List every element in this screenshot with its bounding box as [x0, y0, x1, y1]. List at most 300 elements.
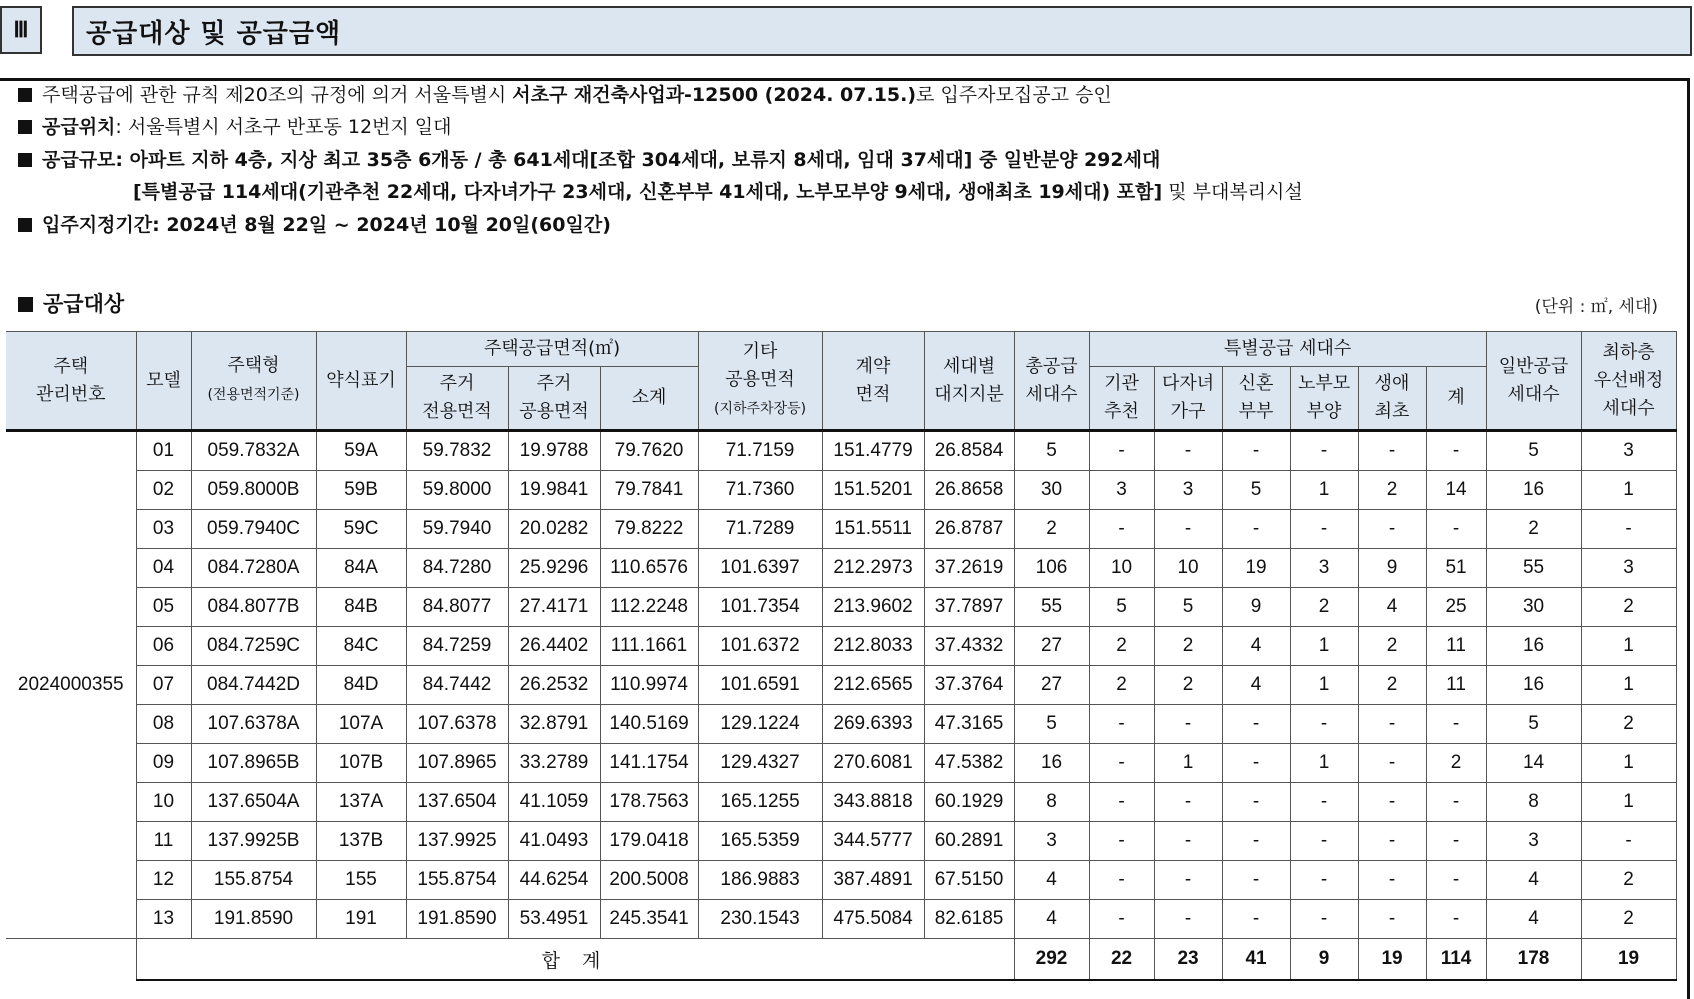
total-cell: 9 — [1290, 939, 1358, 981]
header-mgmt-no: 주택 관리번호 — [6, 332, 136, 431]
table-row — [6, 822, 1676, 861]
table-cell: 269.6393 — [822, 705, 924, 744]
table-cell: 155.8754 — [406, 861, 508, 900]
table-cell: 06 — [136, 627, 191, 666]
table-cell: 2 — [1358, 471, 1426, 510]
info-line-scale-detail — [133, 177, 1303, 204]
table-cell: 10 — [1089, 549, 1154, 588]
header-special-group: 특별공급 세대수 — [1089, 332, 1486, 367]
table-cell: - — [1089, 510, 1154, 549]
table-cell: - — [1358, 431, 1426, 471]
table-cell: - — [1089, 783, 1154, 822]
table-cell: 178.7563 — [600, 783, 698, 822]
table-cell: - — [1426, 900, 1486, 939]
approval-suffix: 로 입주자모집공고 승인 — [916, 84, 1112, 106]
table-cell: 55 — [1014, 588, 1089, 627]
bullet-square-icon — [18, 297, 33, 312]
table-cell: 8 — [1014, 783, 1089, 822]
table-cell: 27 — [1014, 666, 1089, 705]
table-cell: 4 — [1014, 900, 1089, 939]
table-cell: 191.8590 — [191, 900, 316, 939]
table-cell: 37.4332 — [924, 627, 1014, 666]
table-cell: - — [1089, 431, 1154, 471]
table-cell: 59.8000 — [406, 471, 508, 510]
table-cell: - — [1358, 900, 1426, 939]
table-cell: 151.4779 — [822, 431, 924, 471]
table-cell: - — [1581, 510, 1676, 549]
table-cell: - — [1154, 431, 1222, 471]
table-cell: - — [1358, 783, 1426, 822]
table-cell: 4 — [1358, 588, 1426, 627]
table-cell: 03 — [136, 510, 191, 549]
subsection-title-text: 공급대상 — [43, 292, 125, 316]
table-row — [6, 627, 1676, 666]
table-cell: - — [1222, 744, 1290, 783]
table-cell: 2 — [1358, 627, 1426, 666]
move-in-period: : 2024년 8월 22일 ~ 2024년 10월 20일(60일간) — [152, 214, 611, 236]
header-multi-child: 다자녀 가구 — [1154, 367, 1222, 431]
total-cell: 178 — [1486, 939, 1581, 981]
table-cell: 05 — [136, 588, 191, 627]
table-cell: 2 — [1486, 510, 1581, 549]
table-cell: 111.1661 — [600, 627, 698, 666]
table-cell: 1 — [1290, 666, 1358, 705]
table-cell: - — [1290, 861, 1358, 900]
table-row — [6, 666, 1676, 705]
header-first-time: 생애 최초 — [1358, 367, 1426, 431]
table-cell: 3 — [1581, 549, 1676, 588]
table-cell: 84D — [316, 666, 406, 705]
total-cell: 41 — [1222, 939, 1290, 981]
table-cell: 1 — [1290, 627, 1358, 666]
table-cell: 059.7832A — [191, 431, 316, 471]
table-cell: 01 — [136, 431, 191, 471]
header-special-sum: 계 — [1426, 367, 1486, 431]
table-cell: - — [1426, 783, 1486, 822]
table-cell: 71.7360 — [698, 471, 822, 510]
table-cell: 30 — [1486, 588, 1581, 627]
table-cell: 9 — [1222, 588, 1290, 627]
table-cell: 8 — [1486, 783, 1581, 822]
table-cell: - — [1222, 783, 1290, 822]
table-cell: 155 — [316, 861, 406, 900]
table-cell: 141.1754 — [600, 744, 698, 783]
table-cell: 106 — [1014, 549, 1089, 588]
table-cell: 110.6576 — [600, 549, 698, 588]
table-cell: 67.5150 — [924, 861, 1014, 900]
table-row — [6, 744, 1676, 783]
table-cell: - — [1089, 744, 1154, 783]
bullet-square-icon — [18, 153, 32, 167]
header-model: 모델 — [136, 332, 191, 431]
table-cell: 3 — [1581, 431, 1676, 471]
table-cell: 27.4171 — [508, 588, 600, 627]
total-label: 합 계 — [136, 939, 1014, 981]
table-cell: - — [1290, 783, 1358, 822]
table-cell: - — [1154, 783, 1222, 822]
bullet-square-icon — [18, 88, 32, 102]
table-cell: 110.9974 — [600, 666, 698, 705]
table-cell: - — [1290, 431, 1358, 471]
header-exclusive-area: 주거 전용면적 — [406, 367, 508, 431]
table-cell: 60.2891 — [924, 822, 1014, 861]
total-cell: 22 — [1089, 939, 1154, 981]
table-cell: 2 — [1290, 588, 1358, 627]
table-cell: 09 — [136, 744, 191, 783]
table-cell: - — [1426, 822, 1486, 861]
header-housing-type: 주택형 (전용면적기준) — [191, 332, 316, 431]
table-cell: 10 — [1154, 549, 1222, 588]
approval-number: 서초구 재건축사업과-12500 (2024. 07.15.) — [512, 84, 917, 106]
table-cell: 101.6397 — [698, 549, 822, 588]
table-cell: 19.9788 — [508, 431, 600, 471]
table-cell: 5 — [1154, 588, 1222, 627]
table-cell: 16 — [1486, 471, 1581, 510]
table-cell: 2 — [1154, 666, 1222, 705]
table-cell: 4 — [1014, 861, 1089, 900]
table-cell: 16 — [1486, 666, 1581, 705]
table-cell: 084.7442D — [191, 666, 316, 705]
table-cell: - — [1154, 900, 1222, 939]
table-row — [6, 471, 1676, 510]
table-cell: 059.7940C — [191, 510, 316, 549]
table-cell: 387.4891 — [822, 861, 924, 900]
location-label: 공급위치 — [42, 116, 116, 138]
table-cell: 2 — [1154, 627, 1222, 666]
table-cell: 82.6185 — [924, 900, 1014, 939]
table-cell: 84.7280 — [406, 549, 508, 588]
table-row — [6, 588, 1676, 627]
table-cell: - — [1290, 705, 1358, 744]
table-cell: 212.2973 — [822, 549, 924, 588]
table-cell: 16 — [1486, 627, 1581, 666]
table-cell: - — [1358, 861, 1426, 900]
table-cell: 3 — [1154, 471, 1222, 510]
table-cell: 4 — [1486, 861, 1581, 900]
section-number-badge: Ⅲ — [0, 6, 42, 54]
table-cell: - — [1089, 822, 1154, 861]
table-cell: 191 — [316, 900, 406, 939]
table-cell: 37.3764 — [924, 666, 1014, 705]
header-contract-area: 계약 면적 — [822, 332, 924, 431]
table-cell: 140.5169 — [600, 705, 698, 744]
header-total-supply: 총공급 세대수 — [1014, 332, 1089, 431]
total-row — [6, 939, 1676, 981]
table-row — [6, 510, 1676, 549]
table-cell: - — [1290, 900, 1358, 939]
bullet-square-icon — [18, 120, 32, 134]
header-lowest-floor: 최하층 우선배정 세대수 — [1581, 332, 1676, 431]
table-cell: 47.3165 — [924, 705, 1014, 744]
table-cell: - — [1358, 744, 1426, 783]
table-cell: - — [1426, 705, 1486, 744]
table-cell: 2 — [1014, 510, 1089, 549]
table-cell: - — [1426, 431, 1486, 471]
table-cell: - — [1222, 431, 1290, 471]
table-cell: 151.5511 — [822, 510, 924, 549]
table-cell: 179.0418 — [600, 822, 698, 861]
table-cell: 84.8077 — [406, 588, 508, 627]
total-cell: 114 — [1426, 939, 1486, 981]
table-cell: 4 — [1222, 627, 1290, 666]
table-cell: 3 — [1014, 822, 1089, 861]
table-cell: 151.5201 — [822, 471, 924, 510]
table-cell: 08 — [136, 705, 191, 744]
table-cell: 41.1059 — [508, 783, 600, 822]
table-cell: 27 — [1014, 627, 1089, 666]
table-cell: 84B — [316, 588, 406, 627]
total-cell: 19 — [1581, 939, 1676, 981]
table-cell: 26.8787 — [924, 510, 1014, 549]
table-cell: 11 — [1426, 627, 1486, 666]
table-cell: 51 — [1426, 549, 1486, 588]
table-cell: 11 — [136, 822, 191, 861]
table-cell: 200.5008 — [600, 861, 698, 900]
table-cell: 37.2619 — [924, 549, 1014, 588]
table-cell: 55 — [1486, 549, 1581, 588]
table-cell: 32.8791 — [508, 705, 600, 744]
table-cell: 4 — [1222, 666, 1290, 705]
table-cell: 59C — [316, 510, 406, 549]
table-cell: 5 — [1486, 431, 1581, 471]
table-cell: 59.7940 — [406, 510, 508, 549]
table-cell: - — [1358, 822, 1426, 861]
table-row — [6, 783, 1676, 822]
table-cell: 25 — [1426, 588, 1486, 627]
table-cell: 1 — [1581, 627, 1676, 666]
table-cell: - — [1358, 510, 1426, 549]
header-elder-support: 노부모 부양 — [1290, 367, 1358, 431]
info-line-approval — [18, 80, 1112, 107]
table-cell: - — [1089, 861, 1154, 900]
table-cell: - — [1426, 510, 1486, 549]
table-cell: 5 — [1486, 705, 1581, 744]
move-in-label: 입주지정기간 — [42, 214, 153, 236]
table-cell: 84.7442 — [406, 666, 508, 705]
table-cell: 137B — [316, 822, 406, 861]
table-cell: 155.8754 — [191, 861, 316, 900]
info-line-location — [18, 112, 452, 139]
info-line-scale — [18, 145, 1160, 172]
table-row — [6, 861, 1676, 900]
total-blank-cell — [6, 939, 136, 981]
table-cell: 101.6372 — [698, 627, 822, 666]
table-cell: 2 — [1358, 666, 1426, 705]
table-cell: 20.0282 — [508, 510, 600, 549]
table-cell: - — [1222, 510, 1290, 549]
table-cell: 059.8000B — [191, 471, 316, 510]
table-row — [6, 705, 1676, 744]
table-cell: 137.9925B — [191, 822, 316, 861]
facility-text: 및 부대복리시설 — [1162, 181, 1303, 203]
table-cell: 19.9841 — [508, 471, 600, 510]
table-cell: 84C — [316, 627, 406, 666]
table-cell: 04 — [136, 549, 191, 588]
table-cell: - — [1581, 822, 1676, 861]
table-cell: 5 — [1222, 471, 1290, 510]
table-cell: 1 — [1290, 744, 1358, 783]
header-abbr: 약식표기 — [316, 332, 406, 431]
table-cell: 71.7159 — [698, 431, 822, 471]
table-cell: 084.7280A — [191, 549, 316, 588]
table-cell: 137A — [316, 783, 406, 822]
table-cell: 84A — [316, 549, 406, 588]
table-cell: 212.6565 — [822, 666, 924, 705]
table-cell: 129.1224 — [698, 705, 822, 744]
table-cell: 343.8818 — [822, 783, 924, 822]
unit-note: (단위 : ㎡, 세대) — [1534, 297, 1658, 317]
table-cell: 26.8584 — [924, 431, 1014, 471]
table-cell: 33.2789 — [508, 744, 600, 783]
section-title: 공급대상 및 공급금액 — [72, 6, 1692, 56]
table-cell: 101.7354 — [698, 588, 822, 627]
header-land-share: 세대별 대지지분 — [924, 332, 1014, 431]
table-cell: 2 — [1426, 744, 1486, 783]
location-value: : 서울특별시 서초구 반포동 12번지 일대 — [115, 116, 452, 138]
table-cell: 2 — [1089, 666, 1154, 705]
table-cell: 10 — [136, 783, 191, 822]
table-cell: 59A — [316, 431, 406, 471]
total-cell: 292 — [1014, 939, 1089, 981]
table-cell: - — [1222, 822, 1290, 861]
table-cell: - — [1154, 861, 1222, 900]
subsection-title — [18, 288, 124, 318]
table-cell: - — [1089, 900, 1154, 939]
table-cell: 9 — [1358, 549, 1426, 588]
scale-text: 공급규모: 아파트 지하 4층, 지상 최고 35층 6개동 / 총 641세대[조합 304세대, 보류지 8세대, 임대 37세대] 중 일반분양 292세대 — [42, 149, 1161, 171]
header-area-group: 주택공급면적(㎡) — [406, 332, 698, 367]
supply-table — [6, 331, 1677, 981]
management-number-cell: 2024000355 — [6, 431, 136, 939]
table-cell: 16 — [1014, 744, 1089, 783]
header-subtotal: 소계 — [600, 367, 698, 431]
table-cell: 25.9296 — [508, 549, 600, 588]
table-cell: 084.8077B — [191, 588, 316, 627]
table-cell: 1 — [1581, 783, 1676, 822]
table-cell: 79.7841 — [600, 471, 698, 510]
table-cell: 14 — [1486, 744, 1581, 783]
table-cell: 137.9925 — [406, 822, 508, 861]
table-cell: 30 — [1014, 471, 1089, 510]
table-cell: 79.8222 — [600, 510, 698, 549]
approval-text: 주택공급에 관한 규칙 제20조의 규정에 의거 서울특별시 — [42, 84, 513, 106]
table-cell: 2 — [1581, 588, 1676, 627]
table-cell: 14 — [1426, 471, 1486, 510]
table-cell: 213.9602 — [822, 588, 924, 627]
table-cell: 107.8965 — [406, 744, 508, 783]
table-cell: 79.7620 — [600, 431, 698, 471]
header-institution: 기관 추천 — [1089, 367, 1154, 431]
table-cell: 5 — [1089, 588, 1154, 627]
table-cell: 2 — [1089, 627, 1154, 666]
table-cell: - — [1222, 861, 1290, 900]
table-cell: 165.1255 — [698, 783, 822, 822]
table-cell: 107B — [316, 744, 406, 783]
table-cell: 3 — [1290, 549, 1358, 588]
table-cell: 270.6081 — [822, 744, 924, 783]
table-cell: 212.8033 — [822, 627, 924, 666]
table-cell: 137.6504A — [191, 783, 316, 822]
table-cell: - — [1154, 822, 1222, 861]
table-cell: 1 — [1581, 666, 1676, 705]
table-cell: 13 — [136, 900, 191, 939]
header-newlywed: 신혼 부부 — [1222, 367, 1290, 431]
table-cell: - — [1290, 510, 1358, 549]
table-cell: 1 — [1581, 744, 1676, 783]
table-cell: 107.6378 — [406, 705, 508, 744]
table-cell: - — [1290, 822, 1358, 861]
table-cell: 71.7289 — [698, 510, 822, 549]
table-cell: 084.7259C — [191, 627, 316, 666]
header-common-area: 주거 공용면적 — [508, 367, 600, 431]
table-cell: 26.2532 — [508, 666, 600, 705]
table-cell: - — [1426, 861, 1486, 900]
table-cell: 137.6504 — [406, 783, 508, 822]
table-cell: 41.0493 — [508, 822, 600, 861]
table-cell: 4 — [1486, 900, 1581, 939]
table-cell: 60.1929 — [924, 783, 1014, 822]
total-cell: 23 — [1154, 939, 1222, 981]
table-cell: 37.7897 — [924, 588, 1014, 627]
table-cell: 1 — [1290, 471, 1358, 510]
table-cell: - — [1222, 705, 1290, 744]
table-cell: - — [1154, 705, 1222, 744]
table-cell: 101.6591 — [698, 666, 822, 705]
table-cell: 11 — [1426, 666, 1486, 705]
table-cell: 3 — [1089, 471, 1154, 510]
table-cell: 5 — [1014, 705, 1089, 744]
table-cell: 344.5777 — [822, 822, 924, 861]
table-cell: 107A — [316, 705, 406, 744]
table-cell: 53.4951 — [508, 900, 600, 939]
table-row — [6, 431, 1676, 471]
table-cell: 3 — [1486, 822, 1581, 861]
table-cell: 07 — [136, 666, 191, 705]
table-cell: 107.8965B — [191, 744, 316, 783]
table-cell: 44.6254 — [508, 861, 600, 900]
table-cell: 191.8590 — [406, 900, 508, 939]
table-row — [6, 549, 1676, 588]
header-other-common: 기타 공용면적 (지하주차장등) — [698, 332, 822, 431]
header-general-supply: 일반공급 세대수 — [1486, 332, 1581, 431]
table-cell: 19 — [1222, 549, 1290, 588]
table-cell: 230.1543 — [698, 900, 822, 939]
table-cell: 02 — [136, 471, 191, 510]
table-cell: 186.9883 — [698, 861, 822, 900]
table-cell: - — [1089, 705, 1154, 744]
table-cell: 59.7832 — [406, 431, 508, 471]
table-cell: 2 — [1581, 861, 1676, 900]
table-cell: 2 — [1581, 900, 1676, 939]
table-cell: 129.4327 — [698, 744, 822, 783]
special-supply-detail: [특별공급 114세대(기관추천 22세대, 다자녀가구 23세대, 신혼부부 41세대, 노부모부양 9세대, 생애최초 19세대) 포함] — [133, 181, 1163, 203]
table-cell: - — [1222, 900, 1290, 939]
table-cell: - — [1358, 705, 1426, 744]
info-line-move-in — [18, 210, 611, 237]
table-cell: 2 — [1581, 705, 1676, 744]
table-cell: 107.6378A — [191, 705, 316, 744]
table-cell: 84.7259 — [406, 627, 508, 666]
table-cell: 5 — [1014, 431, 1089, 471]
table-cell: 12 — [136, 861, 191, 900]
table-row — [6, 900, 1676, 939]
table-cell: 26.8658 — [924, 471, 1014, 510]
table-cell: 1 — [1154, 744, 1222, 783]
table-cell: 47.5382 — [924, 744, 1014, 783]
table-cell: 245.3541 — [600, 900, 698, 939]
table-cell: - — [1154, 510, 1222, 549]
table-cell: 26.4402 — [508, 627, 600, 666]
